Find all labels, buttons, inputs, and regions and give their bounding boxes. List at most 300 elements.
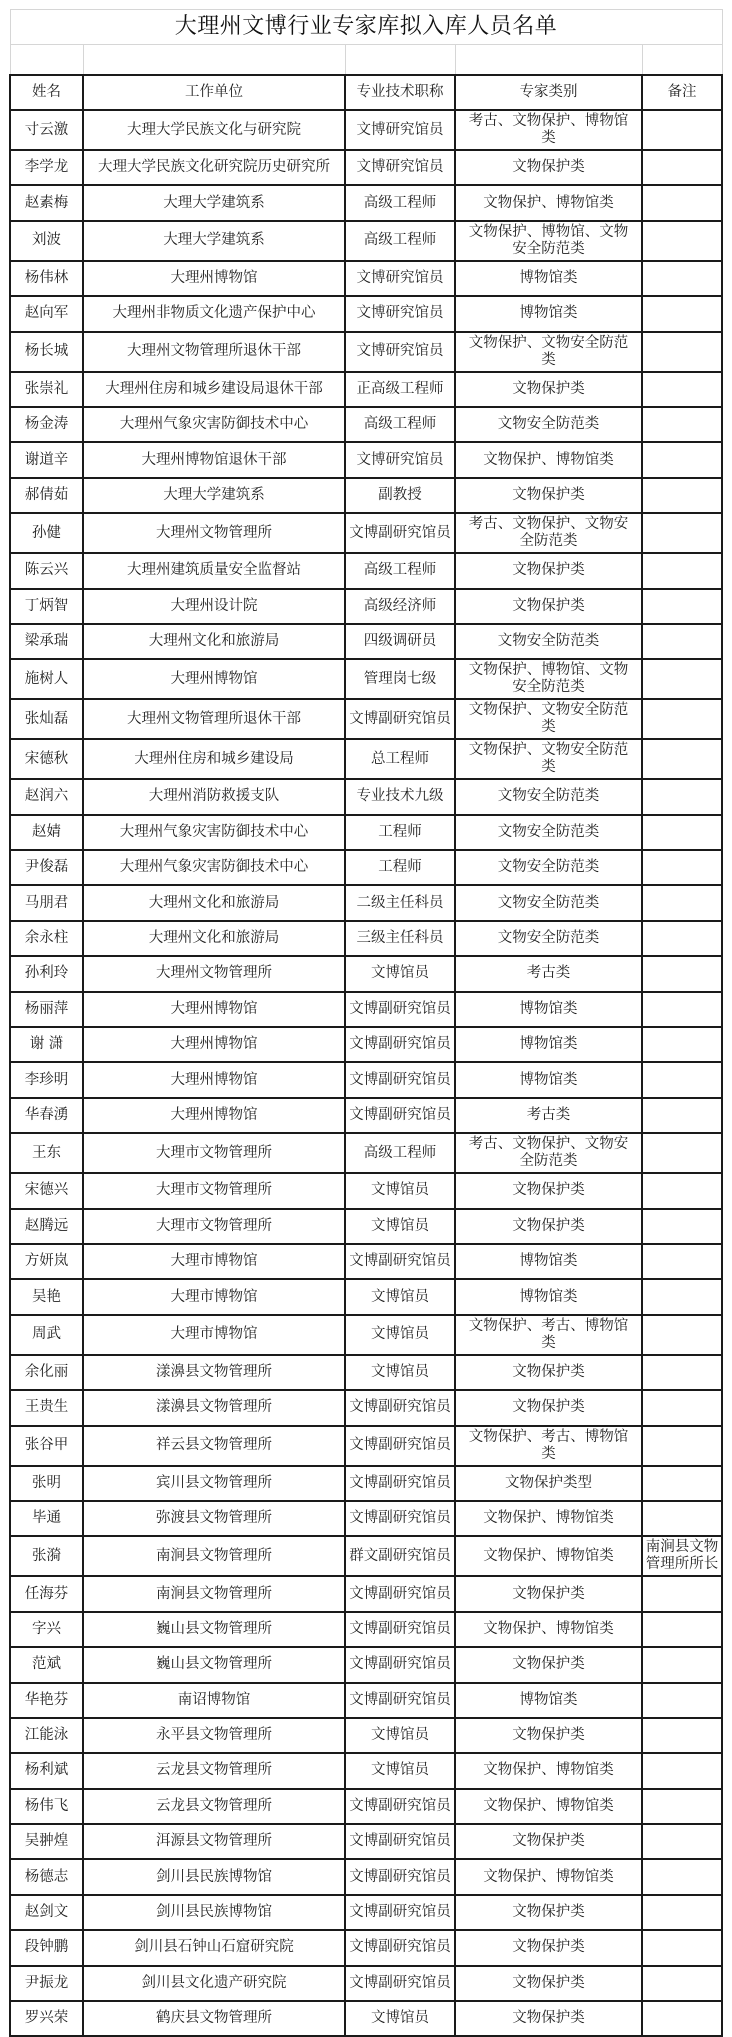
cell-remark	[642, 2001, 722, 2036]
cell-remark	[642, 659, 722, 699]
cell-work-unit: 大理大学建筑系	[83, 185, 345, 220]
cell-work-unit: 大理州博物馆	[83, 1027, 345, 1062]
cell-professional-title: 二级主任科员	[345, 885, 455, 920]
table-row	[10, 659, 722, 699]
cell-remark	[642, 407, 722, 442]
cell-work-unit: 南涧县文物管理所	[83, 1536, 345, 1576]
cell-remark	[642, 1753, 722, 1788]
cell-professional-title: 文博副研究馆员	[345, 1244, 455, 1279]
table-row	[10, 699, 722, 739]
blank-cell	[345, 45, 455, 76]
table-row	[10, 589, 722, 624]
cell-professional-title: 文博研究馆员	[345, 110, 455, 150]
cell-professional-title: 文博副研究馆员	[345, 1859, 455, 1894]
cell-expert-category: 博物馆类	[455, 1279, 642, 1314]
cell-expert-category: 文物保护类	[455, 553, 642, 588]
table-row	[10, 2001, 722, 2036]
table-row	[10, 1279, 722, 1314]
cell-name: 张明	[10, 1466, 83, 1501]
cell-name: 任海芬	[10, 1576, 83, 1611]
cell-remark	[642, 699, 722, 739]
cell-work-unit: 大理市文物管理所	[83, 1209, 345, 1244]
cell-remark	[642, 442, 722, 477]
cell-professional-title: 文博馆员	[345, 1173, 455, 1208]
cell-work-unit: 巍山县文物管理所	[83, 1612, 345, 1647]
cell-expert-category: 文物安全防范类	[455, 815, 642, 850]
table-row	[10, 921, 722, 956]
cell-work-unit: 大理州文物管理所	[83, 513, 345, 553]
cell-expert-category: 文物保护类	[455, 1390, 642, 1425]
cell-name: 江能泳	[10, 1718, 83, 1753]
cell-remark	[642, 885, 722, 920]
cell-work-unit: 大理大学民族文化研究院历史研究所	[83, 150, 345, 185]
cell-professional-title: 文博副研究馆员	[345, 513, 455, 553]
cell-name: 张谷甲	[10, 1426, 83, 1466]
table-row	[10, 1576, 722, 1611]
table-title: 大理州文博行业专家库拟入库人员名单	[10, 10, 722, 45]
table-row	[10, 885, 722, 920]
cell-professional-title: 文博馆员	[345, 956, 455, 991]
cell-expert-category: 文物保护、文物安全防范类	[455, 699, 642, 739]
cell-name: 赵向军	[10, 296, 83, 331]
cell-professional-title: 文博馆员	[345, 1355, 455, 1390]
table-row	[10, 1647, 722, 1682]
cell-professional-title: 文博馆员	[345, 1279, 455, 1314]
cell-expert-category: 文物安全防范类	[455, 624, 642, 659]
cell-expert-category: 文物安全防范类	[455, 921, 642, 956]
table-row	[10, 1062, 722, 1097]
cell-professional-title: 文博副研究馆员	[345, 1683, 455, 1718]
cell-expert-category: 文物保护类	[455, 372, 642, 407]
cell-name: 刘波	[10, 221, 83, 261]
cell-professional-title: 文博副研究馆员	[345, 1966, 455, 2001]
cell-professional-title: 文博馆员	[345, 1718, 455, 1753]
cell-expert-category: 文物保护、博物馆类	[455, 442, 642, 477]
cell-professional-title: 文博副研究馆员	[345, 1930, 455, 1965]
cell-expert-category: 文物保护、文物安全防范类	[455, 739, 642, 779]
cell-remark	[642, 1501, 722, 1536]
table-row	[10, 956, 722, 991]
cell-expert-category: 文物安全防范类	[455, 779, 642, 814]
cell-expert-category: 文物保护、文物安全防范类	[455, 332, 642, 372]
cell-expert-category: 考古、文物保护、文物安全防范类	[455, 1133, 642, 1173]
cell-professional-title: 文博副研究馆员	[345, 1612, 455, 1647]
cell-professional-title: 文博研究馆员	[345, 442, 455, 477]
title-row	[10, 10, 722, 45]
table-row	[10, 1098, 722, 1133]
cell-name: 罗兴荣	[10, 2001, 83, 2036]
cell-remark	[642, 1612, 722, 1647]
cell-name: 张灿磊	[10, 699, 83, 739]
cell-work-unit: 大理州文物管理所退休干部	[83, 332, 345, 372]
cell-expert-category: 博物馆类	[455, 1027, 642, 1062]
cell-name: 陈云兴	[10, 553, 83, 588]
cell-work-unit: 大理大学民族文化与研究院	[83, 110, 345, 150]
cell-work-unit: 大理州博物馆	[83, 261, 345, 296]
expert-list-table	[9, 9, 723, 2037]
column-header-rank: 专业技术职称	[345, 75, 455, 110]
cell-name: 尹振龙	[10, 1966, 83, 2001]
cell-work-unit: 祥云县文物管理所	[83, 1426, 345, 1466]
cell-expert-category: 文物保护类	[455, 1209, 642, 1244]
cell-work-unit: 巍山县文物管理所	[83, 1647, 345, 1682]
cell-work-unit: 剑川县民族博物馆	[83, 1895, 345, 1930]
table-row	[10, 1930, 722, 1965]
cell-name: 段钟鹏	[10, 1930, 83, 1965]
table-row	[10, 1501, 722, 1536]
cell-name: 孙健	[10, 513, 83, 553]
table-row	[10, 1390, 722, 1425]
cell-remark	[642, 1244, 722, 1279]
table-row	[10, 372, 722, 407]
cell-professional-title: 文博研究馆员	[345, 332, 455, 372]
table-row	[10, 1315, 722, 1355]
cell-professional-title: 工程师	[345, 815, 455, 850]
cell-remark	[642, 185, 722, 220]
cell-name: 寸云激	[10, 110, 83, 150]
cell-name: 范斌	[10, 1647, 83, 1682]
cell-remark	[642, 624, 722, 659]
blank-cell	[10, 45, 83, 76]
cell-remark	[642, 261, 722, 296]
table-row	[10, 296, 722, 331]
cell-remark	[642, 1355, 722, 1390]
table-row	[10, 1753, 722, 1788]
cell-remark	[642, 921, 722, 956]
cell-expert-category: 博物馆类	[455, 992, 642, 1027]
cell-expert-category: 文物保护、博物馆类	[455, 1612, 642, 1647]
cell-professional-title: 文博副研究馆员	[345, 1789, 455, 1824]
table-row	[10, 1895, 722, 1930]
cell-name: 周武	[10, 1315, 83, 1355]
table-row	[10, 513, 722, 553]
cell-name: 尹俊磊	[10, 850, 83, 885]
table-row	[10, 1466, 722, 1501]
cell-remark	[642, 1209, 722, 1244]
cell-expert-category: 文物保护、博物馆类	[455, 1753, 642, 1788]
cell-expert-category: 考古类	[455, 956, 642, 991]
cell-professional-title: 三级主任科员	[345, 921, 455, 956]
cell-expert-category: 文物保护、博物馆类	[455, 1789, 642, 1824]
cell-remark	[642, 1718, 722, 1753]
cell-work-unit: 大理市博物馆	[83, 1279, 345, 1314]
cell-name: 赵润六	[10, 779, 83, 814]
cell-work-unit: 弥渡县文物管理所	[83, 1501, 345, 1536]
cell-name: 王东	[10, 1133, 83, 1173]
cell-remark	[642, 779, 722, 814]
cell-remark	[642, 296, 722, 331]
cell-name: 谢道辛	[10, 442, 83, 477]
cell-professional-title: 文博馆员	[345, 1753, 455, 1788]
cell-name: 李珍明	[10, 1062, 83, 1097]
cell-work-unit: 永平县文物管理所	[83, 1718, 345, 1753]
cell-name: 毕通	[10, 1501, 83, 1536]
cell-remark	[642, 1647, 722, 1682]
table-row	[10, 779, 722, 814]
cell-remark	[642, 513, 722, 553]
table-row	[10, 553, 722, 588]
table-row	[10, 1824, 722, 1859]
cell-expert-category: 文物保护类	[455, 1173, 642, 1208]
cell-work-unit: 大理州文化和旅游局	[83, 885, 345, 920]
table-row	[10, 992, 722, 1027]
cell-remark	[642, 332, 722, 372]
cell-professional-title: 文博馆员	[345, 1209, 455, 1244]
cell-remark	[642, 1027, 722, 1062]
cell-professional-title: 文博副研究馆员	[345, 1501, 455, 1536]
table-row	[10, 1426, 722, 1466]
column-header-name: 姓名	[10, 75, 83, 110]
cell-work-unit: 南涧县文物管理所	[83, 1576, 345, 1611]
cell-remark	[642, 1426, 722, 1466]
blank-cell	[83, 45, 345, 76]
cell-remark	[642, 1279, 722, 1314]
cell-professional-title: 文博馆员	[345, 1315, 455, 1355]
cell-professional-title: 文博副研究馆员	[345, 1895, 455, 1930]
cell-professional-title: 文博副研究馆员	[345, 1466, 455, 1501]
cell-expert-category: 文物保护、博物馆、文物安全防范类	[455, 221, 642, 261]
blank-row	[10, 45, 722, 76]
cell-professional-title: 管理岗七级	[345, 659, 455, 699]
cell-professional-title: 高级经济师	[345, 589, 455, 624]
cell-work-unit: 云龙县文物管理所	[83, 1753, 345, 1788]
cell-work-unit: 大理州博物馆	[83, 659, 345, 699]
cell-name: 王贵生	[10, 1390, 83, 1425]
column-header-remark: 备注	[642, 75, 722, 110]
cell-remark	[642, 956, 722, 991]
cell-professional-title: 文博副研究馆员	[345, 1390, 455, 1425]
table-row	[10, 1612, 722, 1647]
cell-work-unit: 洱源县文物管理所	[83, 1824, 345, 1859]
cell-remark	[642, 1576, 722, 1611]
cell-expert-category: 文物保护类	[455, 1966, 642, 2001]
cell-remark	[642, 1895, 722, 1930]
cell-professional-title: 专业技术九级	[345, 779, 455, 814]
blank-cell	[642, 45, 722, 76]
cell-expert-category: 文物保护、博物馆类	[455, 185, 642, 220]
cell-work-unit: 大理州住房和城乡建设局	[83, 739, 345, 779]
cell-expert-category: 博物馆类	[455, 1683, 642, 1718]
table-row	[10, 1536, 722, 1576]
cell-name: 杨伟林	[10, 261, 83, 296]
cell-name: 余永柱	[10, 921, 83, 956]
cell-work-unit: 漾濞县文物管理所	[83, 1355, 345, 1390]
cell-remark	[642, 1390, 722, 1425]
cell-work-unit: 大理市文物管理所	[83, 1133, 345, 1173]
table-row	[10, 1683, 722, 1718]
cell-professional-title: 文博副研究馆员	[345, 699, 455, 739]
cell-professional-title: 文博副研究馆员	[345, 992, 455, 1027]
cell-work-unit: 大理市文物管理所	[83, 1173, 345, 1208]
cell-remark	[642, 1133, 722, 1173]
cell-work-unit: 大理州气象灾害防御技术中心	[83, 850, 345, 885]
cell-expert-category: 文物保护类	[455, 2001, 642, 2036]
cell-work-unit: 云龙县文物管理所	[83, 1789, 345, 1824]
cell-expert-category: 博物馆类	[455, 261, 642, 296]
table-row	[10, 1718, 722, 1753]
cell-expert-category: 文物保护类	[455, 1576, 642, 1611]
cell-remark	[642, 478, 722, 513]
cell-name: 杨德志	[10, 1859, 83, 1894]
cell-work-unit: 大理市博物馆	[83, 1244, 345, 1279]
cell-expert-category: 文物安全防范类	[455, 850, 642, 885]
cell-name: 杨金涛	[10, 407, 83, 442]
table-row	[10, 1789, 722, 1824]
cell-professional-title: 高级工程师	[345, 553, 455, 588]
cell-expert-category: 文物安全防范类	[455, 885, 642, 920]
cell-work-unit: 大理市博物馆	[83, 1315, 345, 1355]
cell-professional-title: 高级工程师	[345, 185, 455, 220]
cell-work-unit: 剑川县文化遗产研究院	[83, 1966, 345, 2001]
table-row	[10, 1027, 722, 1062]
cell-remark	[642, 1173, 722, 1208]
cell-name: 赵素梅	[10, 185, 83, 220]
cell-expert-category: 文物保护、博物馆、文物安全防范类	[455, 659, 642, 699]
cell-expert-category: 文物保护类	[455, 1895, 642, 1930]
table-row	[10, 850, 722, 885]
cell-professional-title: 文博研究馆员	[345, 261, 455, 296]
cell-work-unit: 大理州气象灾害防御技术中心	[83, 407, 345, 442]
cell-remark	[642, 110, 722, 150]
cell-expert-category: 文物保护类	[455, 1355, 642, 1390]
cell-professional-title: 文博副研究馆员	[345, 1062, 455, 1097]
cell-remark	[642, 1315, 722, 1355]
cell-professional-title: 高级工程师	[345, 1133, 455, 1173]
cell-remark: 南涧县文物管理所所长	[642, 1536, 722, 1576]
cell-name: 宋德兴	[10, 1173, 83, 1208]
cell-name: 余化丽	[10, 1355, 83, 1390]
cell-remark	[642, 1683, 722, 1718]
cell-work-unit: 大理州设计院	[83, 589, 345, 624]
cell-expert-category: 文物保护、博物馆类	[455, 1501, 642, 1536]
cell-work-unit: 鹤庆县文物管理所	[83, 2001, 345, 2036]
header-row	[10, 75, 722, 110]
cell-name: 华春湧	[10, 1098, 83, 1133]
cell-name: 马朋君	[10, 885, 83, 920]
cell-work-unit: 大理州博物馆	[83, 992, 345, 1027]
cell-remark	[642, 1466, 722, 1501]
cell-work-unit: 大理州文物管理所	[83, 956, 345, 991]
table-row	[10, 442, 722, 477]
cell-remark	[642, 1062, 722, 1097]
cell-name: 赵婧	[10, 815, 83, 850]
cell-professional-title: 文博副研究馆员	[345, 1098, 455, 1133]
cell-expert-category: 考古类	[455, 1098, 642, 1133]
cell-expert-category: 文物保护类	[455, 1718, 642, 1753]
cell-work-unit: 大理州建筑质量安全监督站	[83, 553, 345, 588]
table-row	[10, 624, 722, 659]
table-row	[10, 1859, 722, 1894]
cell-work-unit: 南诏博物馆	[83, 1683, 345, 1718]
table-row	[10, 1209, 722, 1244]
table-row	[10, 221, 722, 261]
cell-work-unit: 剑川县石钟山石窟研究院	[83, 1930, 345, 1965]
cell-remark	[642, 1966, 722, 2001]
cell-remark	[642, 372, 722, 407]
table-row	[10, 739, 722, 779]
cell-expert-category: 文物保护类	[455, 1647, 642, 1682]
cell-remark	[642, 815, 722, 850]
cell-work-unit: 大理州消防救援支队	[83, 779, 345, 814]
cell-work-unit: 大理州非物质文化遗产保护中心	[83, 296, 345, 331]
cell-expert-category: 文物保护、考古、博物馆类	[455, 1315, 642, 1355]
cell-expert-category: 文物安全防范类	[455, 407, 642, 442]
cell-work-unit: 大理州博物馆	[83, 1098, 345, 1133]
cell-work-unit: 大理州博物馆	[83, 1062, 345, 1097]
table-body	[10, 110, 722, 2036]
blank-cell	[455, 45, 642, 76]
table-row	[10, 478, 722, 513]
cell-name: 杨伟飞	[10, 1789, 83, 1824]
cell-name: 赵腾远	[10, 1209, 83, 1244]
cell-remark	[642, 553, 722, 588]
table-row	[10, 150, 722, 185]
cell-name: 郝倩茹	[10, 478, 83, 513]
cell-remark	[642, 1859, 722, 1894]
cell-professional-title: 高级工程师	[345, 221, 455, 261]
cell-remark	[642, 1789, 722, 1824]
cell-name: 赵剑文	[10, 1895, 83, 1930]
table-row	[10, 1966, 722, 2001]
cell-professional-title: 文博副研究馆员	[345, 1027, 455, 1062]
cell-work-unit: 大理大学建筑系	[83, 478, 345, 513]
table-row	[10, 332, 722, 372]
cell-professional-title: 总工程师	[345, 739, 455, 779]
cell-expert-category: 文物保护、考古、博物馆类	[455, 1426, 642, 1466]
column-header-category: 专家类别	[455, 75, 642, 110]
cell-remark	[642, 1098, 722, 1133]
cell-name: 宋德秋	[10, 739, 83, 779]
table-row	[10, 261, 722, 296]
cell-work-unit: 大理州文化和旅游局	[83, 921, 345, 956]
cell-professional-title: 正高级工程师	[345, 372, 455, 407]
cell-professional-title: 工程师	[345, 850, 455, 885]
cell-name: 张漪	[10, 1536, 83, 1576]
cell-professional-title: 文博副研究馆员	[345, 1576, 455, 1611]
table-row	[10, 1244, 722, 1279]
cell-professional-title: 高级工程师	[345, 407, 455, 442]
cell-name: 吴艳	[10, 1279, 83, 1314]
table-row	[10, 407, 722, 442]
cell-professional-title: 文博副研究馆员	[345, 1824, 455, 1859]
cell-work-unit: 大理州文化和旅游局	[83, 624, 345, 659]
cell-expert-category: 考古、文物保护、博物馆类	[455, 110, 642, 150]
cell-professional-title: 文博副研究馆员	[345, 1647, 455, 1682]
cell-expert-category: 文物保护类	[455, 478, 642, 513]
cell-remark	[642, 589, 722, 624]
cell-remark	[642, 1824, 722, 1859]
cell-work-unit: 大理州文物管理所退休干部	[83, 699, 345, 739]
cell-name: 施树人	[10, 659, 83, 699]
cell-professional-title: 文博研究馆员	[345, 150, 455, 185]
cell-expert-category: 文物保护类	[455, 1930, 642, 1965]
cell-expert-category: 博物馆类	[455, 1244, 642, 1279]
cell-work-unit: 大理州住房和城乡建设局退休干部	[83, 372, 345, 407]
cell-name: 杨长城	[10, 332, 83, 372]
table-row	[10, 1173, 722, 1208]
cell-name: 华艳芬	[10, 1683, 83, 1718]
cell-name: 张崇礼	[10, 372, 83, 407]
cell-work-unit: 大理大学建筑系	[83, 221, 345, 261]
cell-name: 杨丽萍	[10, 992, 83, 1027]
table-row	[10, 1133, 722, 1173]
cell-remark	[642, 150, 722, 185]
table-row	[10, 110, 722, 150]
cell-professional-title: 四级调研员	[345, 624, 455, 659]
cell-professional-title: 群文副研究馆员	[345, 1536, 455, 1576]
cell-name: 孙利玲	[10, 956, 83, 991]
cell-expert-category: 文物保护类	[455, 150, 642, 185]
